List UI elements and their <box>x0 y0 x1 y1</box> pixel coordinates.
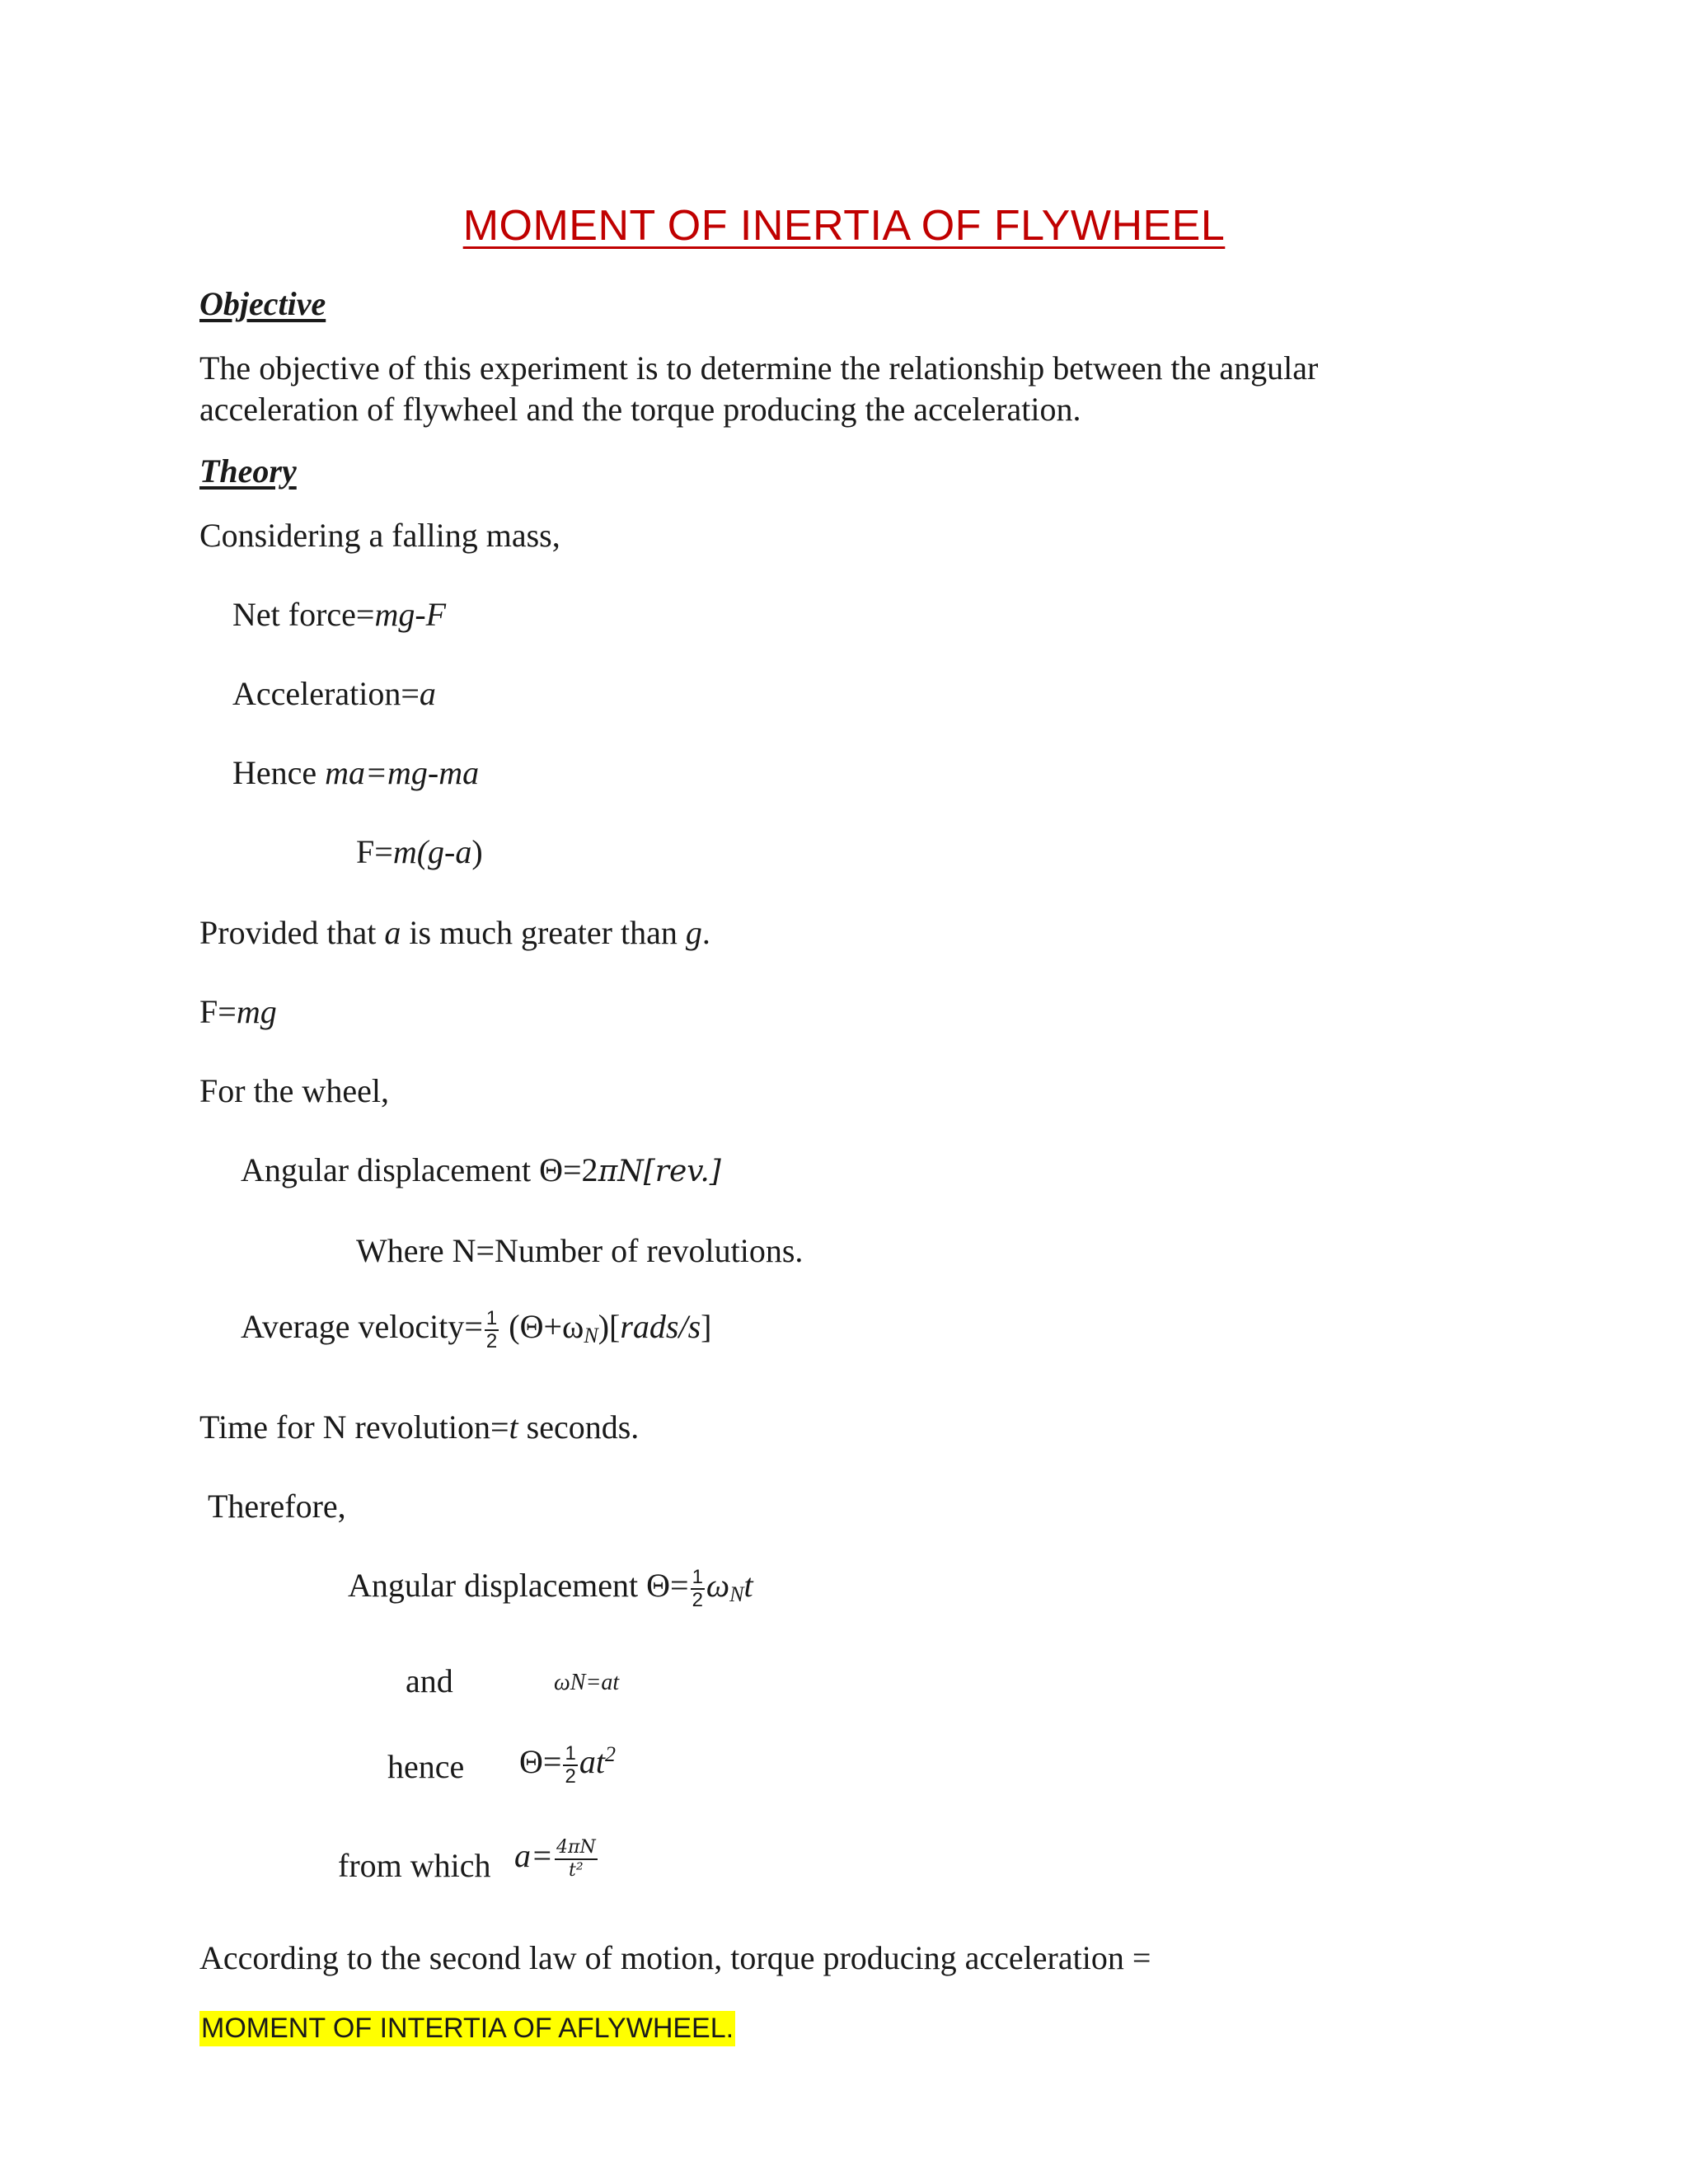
wheel-intro: For the wheel, <box>199 1072 389 1109</box>
half-fraction: $\frac{1}{2}$ <box>565 1741 576 1788</box>
omega-equation: ωN=at <box>554 1670 620 1695</box>
half-fraction: $\frac{1}{2}$ <box>692 1565 703 1611</box>
acceleration-equation: Acceleration=a <box>232 675 436 712</box>
falling-mass-intro: Considering a falling mass, <box>199 517 560 554</box>
highlighted-conclusion: MOMENT OF INTERTIA OF AFLYWHEEL. <box>199 2011 735 2046</box>
force-equation: F=m(g-a) <box>356 833 483 870</box>
objective-text: The objective of this experiment is to determine the relationship between the angular acceleration of flywheel and the torque producing the acceleration. <box>199 349 1319 428</box>
hence-label: hence <box>387 1748 465 1785</box>
theory-heading: Theory <box>199 452 297 490</box>
provided-statement: Provided that a is much greater than g. <box>199 914 710 951</box>
acceleration-fraction: $\frac{4\pi N}{\text{t²}}$ <box>556 1836 596 1881</box>
angular-displacement-equation: Angular displacement Θ=2πN[rev.] <box>241 1151 721 1188</box>
net-force-equation: Net force=mg-F <box>232 596 447 633</box>
from-which-label: from which <box>338 1847 491 1884</box>
theta-equation: Θ= $\frac{1}{2}$ $at^2$ <box>519 1741 616 1788</box>
and-label: and <box>406 1662 453 1699</box>
time-statement: Time for N revolution=t seconds. <box>199 1408 640 1446</box>
hence-equation: Hence ma=mg-ma <box>232 754 480 791</box>
page-title: MOMENT OF INERTIA OF FLYWHEEL <box>462 202 1226 250</box>
acceleration-result-equation: a= $\frac{4\pi N}{\text{t²}}$ <box>514 1836 596 1881</box>
force-mg-equation: F=mg <box>199 993 277 1030</box>
second-law-statement: According to the second law of motion, torque producing acceleration = <box>199 1939 1151 1976</box>
where-statement: Where N=Number of revolutions. <box>356 1232 804 1269</box>
angular-displacement-2-equation: Angular displacement Θ= $\frac{1}{2}$ $\omega_Nt$ <box>348 1565 753 1611</box>
average-velocity-equation: Average velocity= $\frac{1}{2}$ $(\Theta+\omega_N)[rads/s]$ <box>241 1306 712 1352</box>
therefore-label: Therefore, <box>208 1488 346 1525</box>
half-fraction: $\frac{1}{2}$ <box>485 1306 498 1352</box>
objective-heading: Objective <box>199 285 326 322</box>
